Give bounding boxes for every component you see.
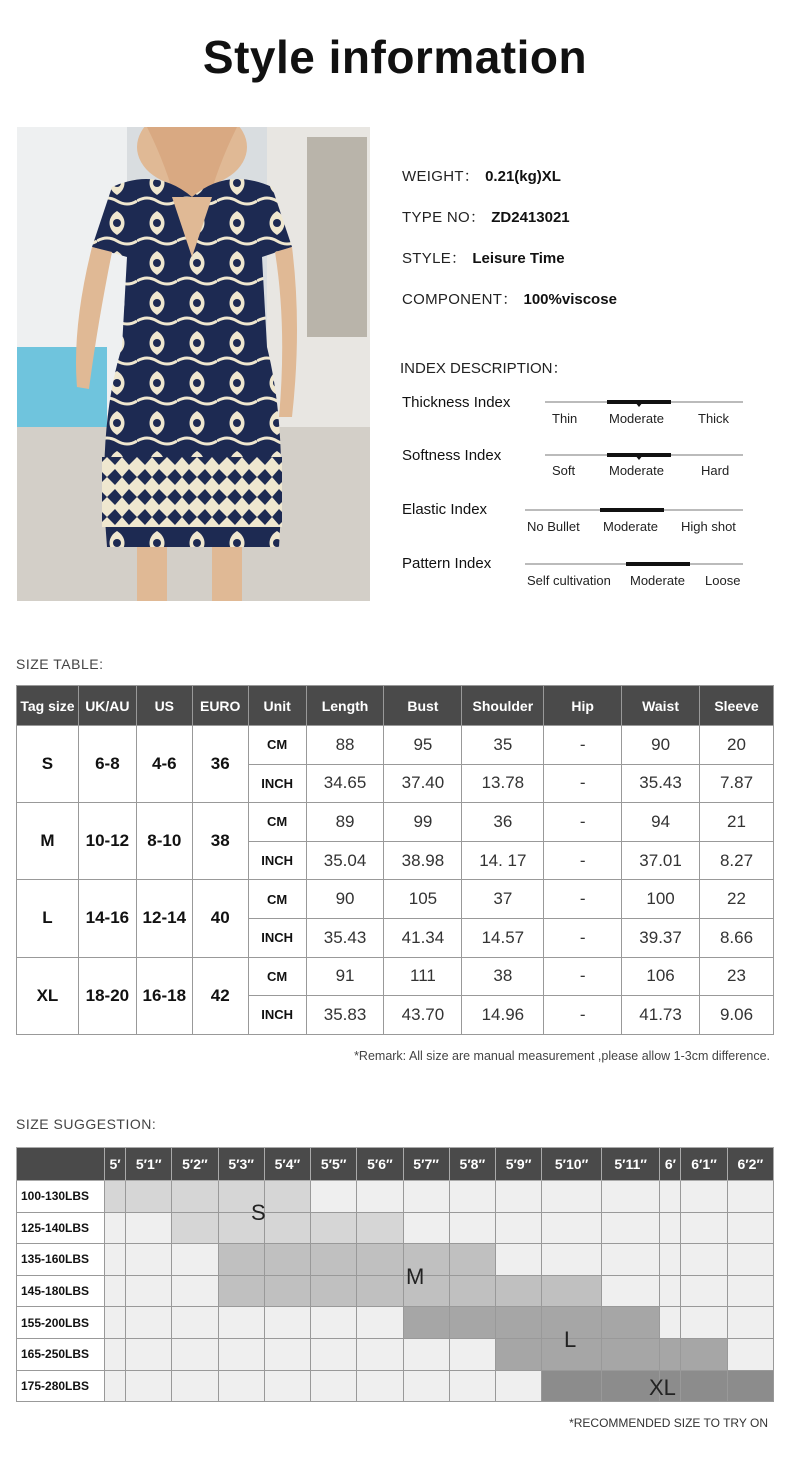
size-cell-hip: -: [544, 880, 622, 919]
suggestion-cell-empty: [105, 1244, 126, 1276]
size-table: [16, 685, 774, 1035]
suggestion-cell-empty: [357, 1338, 403, 1370]
suggestion-cell-empty: [357, 1370, 403, 1402]
weight-label: WEIGHT：: [402, 168, 480, 185]
suggestion-cell-s: [311, 1212, 357, 1244]
size-cell-sleeve: 7.87: [700, 764, 774, 803]
suggestion-cell-empty: [681, 1181, 727, 1213]
size-cell-us: 12-14: [136, 880, 192, 957]
size-cell-waist: 39.37: [622, 918, 700, 957]
height-header: 5′9″: [495, 1148, 541, 1181]
header-euro: EURO: [192, 686, 248, 726]
size-cell-length: 91: [306, 957, 384, 996]
suggestion-cell-empty: [126, 1275, 172, 1307]
height-header: 5′11″: [601, 1148, 659, 1181]
thickness-index-label: Thickness Index: [402, 394, 511, 411]
suggestion-cell-empty: [311, 1370, 357, 1402]
suggestion-cell-m: [311, 1244, 357, 1276]
suggestion-cell-l: [449, 1307, 495, 1339]
size-cell-us: 16-18: [136, 957, 192, 1034]
size-cell-bust: 111: [384, 957, 462, 996]
size-cell-waist: 100: [622, 880, 700, 919]
size-row-m-cm: [17, 803, 774, 842]
height-header: 6′2″: [727, 1148, 773, 1181]
size-cell-length: 90: [306, 880, 384, 919]
component-value: 100%viscose: [523, 291, 617, 308]
suggestion-cell-empty: [660, 1275, 681, 1307]
height-header: 6′1″: [681, 1148, 727, 1181]
size-cell-sleeve: 8.27: [700, 841, 774, 880]
suggestion-cell-xl: [681, 1370, 727, 1402]
suggestion-cell-empty: [403, 1181, 449, 1213]
size-cell-bust: 99: [384, 803, 462, 842]
suggestion-cell-empty: [727, 1307, 773, 1339]
suggestion-cell-empty: [601, 1244, 659, 1276]
size-cell-waist: 94: [622, 803, 700, 842]
thickness-scale: [545, 401, 743, 403]
size-cell-hip: -: [544, 957, 622, 996]
weight-row: [17, 1244, 774, 1276]
size-cell-euro: 40: [192, 880, 248, 957]
suggestion-cell-empty: [660, 1244, 681, 1276]
size-cell-sleeve: 21: [700, 803, 774, 842]
weight-row: [17, 1212, 774, 1244]
suggestion-cell-empty: [403, 1338, 449, 1370]
suggestion-cell-m: [449, 1244, 495, 1276]
zone-label-l: L: [564, 1327, 577, 1352]
suggestion-cell-empty: [172, 1370, 218, 1402]
size-cell-unit: CM: [248, 803, 306, 842]
weight-value: 0.21(kg)XL: [485, 168, 561, 185]
weight-label: 155-200LBS: [17, 1307, 105, 1339]
size-cell-sleeve: 8.66: [700, 918, 774, 957]
suggestion-cell-empty: [105, 1370, 126, 1402]
pattern-scale: [525, 563, 743, 565]
size-cell-shoulder: 14.57: [462, 918, 544, 957]
suggestion-cell-empty: [105, 1307, 126, 1339]
size-cell-unit: INCH: [248, 841, 306, 880]
height-header: 5′10″: [542, 1148, 602, 1181]
suggestion-cell-l: [403, 1307, 449, 1339]
suggestion-cell-m: [542, 1275, 602, 1307]
size-cell-sleeve: 20: [700, 726, 774, 765]
softness-scale: [545, 454, 743, 456]
suggestion-cell-empty: [126, 1212, 172, 1244]
size-cell-waist: 35.43: [622, 764, 700, 803]
suggestion-cell-empty: [601, 1212, 659, 1244]
weight-row: [17, 1307, 774, 1339]
size-cell-hip: -: [544, 841, 622, 880]
elastic-option-no-bullet: No Bullet: [527, 519, 580, 534]
suggestion-cell-empty: [542, 1244, 602, 1276]
suggestion-cell-empty: [403, 1370, 449, 1402]
size-cell-tag: S: [17, 726, 79, 803]
size-cell-euro: 36: [192, 726, 248, 803]
suggestion-cell-empty: [126, 1338, 172, 1370]
suggestion-cell-empty: [218, 1370, 264, 1402]
suggestion-cell-empty: [357, 1307, 403, 1339]
suggestion-cell-l: [601, 1307, 659, 1339]
suggestion-cell-empty: [311, 1181, 357, 1213]
zone-label-m: M: [406, 1264, 425, 1289]
style-row: [402, 247, 565, 268]
suggestion-cell-s: [172, 1181, 218, 1213]
header-us: US: [136, 686, 192, 726]
suggestion-cell-empty: [681, 1212, 727, 1244]
suggestion-cell-m: [495, 1275, 541, 1307]
suggestion-cell-empty: [172, 1244, 218, 1276]
size-cell-tag: M: [17, 803, 79, 880]
size-cell-euro: 42: [192, 957, 248, 1034]
size-cell-euro: 38: [192, 803, 248, 880]
suggestion-cell-empty: [495, 1244, 541, 1276]
suggestion-cell-empty: [403, 1212, 449, 1244]
suggestion-cell-empty: [105, 1212, 126, 1244]
size-cell-unit: INCH: [248, 996, 306, 1035]
suggestion-cell-empty: [495, 1181, 541, 1213]
header-length: Length: [306, 686, 384, 726]
thickness-option-thin: Thin: [552, 411, 578, 426]
elastic-option-high-shot: High shot: [681, 519, 736, 534]
weight-row: [17, 1181, 774, 1213]
suggestion-cell-empty: [264, 1370, 310, 1402]
suggestion-cell-m: [449, 1275, 495, 1307]
elastic-option-moderate: Moderate: [603, 519, 658, 534]
size-cell-shoulder: 36: [462, 803, 544, 842]
size-cell-hip: -: [544, 726, 622, 765]
suggestion-cell-empty: [311, 1338, 357, 1370]
size-cell-tag: XL: [17, 957, 79, 1034]
suggestion-cell-l: [495, 1338, 541, 1370]
size-cell-bust: 37.40: [384, 764, 462, 803]
elastic-scale: [525, 509, 743, 511]
softness-option-moderate: Moderate: [609, 463, 664, 478]
size-cell-shoulder: 38: [462, 957, 544, 996]
suggestion-cell-empty: [495, 1370, 541, 1402]
size-cell-hip: -: [544, 918, 622, 957]
height-header: 5′5″: [311, 1148, 357, 1181]
pattern-index-label: Pattern Index: [402, 555, 492, 572]
size-cell-bust: 43.70: [384, 996, 462, 1035]
suggestion-cell-empty: [449, 1212, 495, 1244]
elastic-index-label: Elastic Index: [402, 501, 488, 518]
pattern-selected-marker: [626, 562, 690, 566]
size-cell-waist: 41.73: [622, 996, 700, 1035]
size-cell-shoulder: 37: [462, 880, 544, 919]
pattern-option-loose: Loose: [705, 573, 741, 588]
size-cell-sleeve: 9.06: [700, 996, 774, 1035]
suggestion-cell-empty: [264, 1338, 310, 1370]
suggestion-cell-m: [357, 1244, 403, 1276]
recommendation-note: *RECOMMENDED SIZE TO TRY ON: [569, 1416, 768, 1430]
suggestion-cell-empty: [495, 1212, 541, 1244]
suggestion-cell-empty: [727, 1244, 773, 1276]
height-header: 5′6″: [357, 1148, 403, 1181]
size-cell-bust: 41.34: [384, 918, 462, 957]
size-cell-us: 4-6: [136, 726, 192, 803]
suggestion-cell-empty: [681, 1307, 727, 1339]
height-header: 5′7″: [403, 1148, 449, 1181]
size-suggestion-table: [16, 1147, 774, 1402]
suggestion-cell-empty: [172, 1275, 218, 1307]
header-hip: Hip: [544, 686, 622, 726]
suggestion-cell-empty: [449, 1338, 495, 1370]
size-cell-unit: CM: [248, 957, 306, 996]
suggestion-cell-empty: [126, 1370, 172, 1402]
type-label: TYPE NO：: [402, 209, 486, 226]
suggestion-cell-s: [172, 1212, 218, 1244]
size-cell-unit: CM: [248, 726, 306, 765]
size-cell-waist: 106: [622, 957, 700, 996]
type-value: ZD2413021: [491, 209, 570, 226]
size-cell-uk: 10-12: [78, 803, 136, 880]
suggestion-cell-empty: [126, 1307, 172, 1339]
height-header: 5′8″: [449, 1148, 495, 1181]
pattern-option-moderate: Moderate: [630, 573, 685, 588]
size-cell-unit: INCH: [248, 764, 306, 803]
size-cell-shoulder: 35: [462, 726, 544, 765]
suggestion-cell-empty: [105, 1275, 126, 1307]
weight-row: [402, 165, 561, 186]
size-table-header: [17, 686, 774, 726]
suggestion-cell-empty: [449, 1181, 495, 1213]
weight-label: 135-160LBS: [17, 1244, 105, 1276]
suggestion-cell-empty: [601, 1181, 659, 1213]
size-cell-bust: 95: [384, 726, 462, 765]
style-value: Leisure Time: [472, 250, 565, 267]
size-cell-length: 88: [306, 726, 384, 765]
pattern-option-self-cultivation: Self cultivation: [527, 573, 611, 588]
size-cell-shoulder: 14. 17: [462, 841, 544, 880]
suggestion-cell-l: [601, 1338, 659, 1370]
suggestion-cell-empty: [218, 1307, 264, 1339]
size-cell-length: 35.04: [306, 841, 384, 880]
suggestion-cell-s: [105, 1181, 126, 1213]
suggestion-cell-empty: [172, 1338, 218, 1370]
suggestion-cell-empty: [357, 1181, 403, 1213]
suggestion-cell-xl: [542, 1370, 602, 1402]
suggestion-cell-m: [218, 1275, 264, 1307]
size-cell-length: 35.83: [306, 996, 384, 1035]
suggestion-cell-s: [126, 1181, 172, 1213]
suggestion-cell-empty: [601, 1275, 659, 1307]
suggestion-cell-empty: [727, 1212, 773, 1244]
size-cell-unit: CM: [248, 880, 306, 919]
suggestion-cell-m: [311, 1275, 357, 1307]
size-cell-bust: 105: [384, 880, 462, 919]
size-cell-uk: 18-20: [78, 957, 136, 1034]
height-header: 6′: [660, 1148, 681, 1181]
softness-index-label: Softness Index: [402, 447, 502, 464]
suggestion-cell-empty: [681, 1244, 727, 1276]
size-cell-us: 8-10: [136, 803, 192, 880]
thickness-option-moderate: Moderate: [609, 411, 664, 426]
size-cell-shoulder: 13.78: [462, 764, 544, 803]
zone-label-s: S: [251, 1200, 266, 1225]
size-cell-hip: -: [544, 764, 622, 803]
elastic-selected-marker: [600, 508, 664, 512]
header-waist: Waist: [622, 686, 700, 726]
header-uk-au: UK/AU: [78, 686, 136, 726]
suggestion-cell-empty: [126, 1244, 172, 1276]
softness-option-hard: Hard: [701, 463, 730, 478]
header-sleeve: Sleeve: [700, 686, 774, 726]
suggestion-cell-m: [264, 1244, 310, 1276]
suggestion-cell-empty: [727, 1181, 773, 1213]
component-row: [402, 288, 617, 309]
size-cell-length: 34.65: [306, 764, 384, 803]
suggestion-cell-empty: [660, 1307, 681, 1339]
weight-row: [17, 1275, 774, 1307]
size-cell-bust: 38.98: [384, 841, 462, 880]
size-cell-hip: -: [544, 803, 622, 842]
header-shoulder: Shoulder: [462, 686, 544, 726]
suggestion-cell-empty: [681, 1275, 727, 1307]
softness-pointer-icon: [635, 455, 643, 460]
header-tag-size: Tag size: [17, 686, 79, 726]
component-label: COMPONENT：: [402, 291, 518, 308]
suggestion-cell-empty: [172, 1307, 218, 1339]
index-description-heading: INDEX DESCRIPTION：: [400, 360, 568, 377]
softness-option-soft: Soft: [552, 463, 576, 478]
suggestion-cell-empty: [727, 1275, 773, 1307]
type-row: [402, 206, 570, 227]
suggestion-cell-l: [681, 1338, 727, 1370]
suggestion-cell-m: [264, 1275, 310, 1307]
size-row-xl-cm: [17, 957, 774, 996]
header-unit: Unit: [248, 686, 306, 726]
height-header: 5′1″: [126, 1148, 172, 1181]
size-cell-waist: 90: [622, 726, 700, 765]
size-cell-length: 35.43: [306, 918, 384, 957]
size-suggestion-label: SIZE SUGGESTION:: [16, 1116, 157, 1132]
size-cell-unit: INCH: [248, 918, 306, 957]
suggestion-cell-l: [495, 1307, 541, 1339]
zone-label-xl: XL: [649, 1375, 676, 1400]
height-header: 5′3″: [218, 1148, 264, 1181]
size-cell-sleeve: 23: [700, 957, 774, 996]
size-cell-hip: -: [544, 996, 622, 1035]
height-header: 5′: [105, 1148, 126, 1181]
suggestion-corner-cell: [17, 1148, 105, 1181]
weight-label: 175-280LBS: [17, 1370, 105, 1402]
suggestion-cell-empty: [311, 1307, 357, 1339]
suggestion-cell-empty: [264, 1307, 310, 1339]
suggestion-cell-empty: [542, 1212, 602, 1244]
size-table-label: SIZE TABLE:: [16, 656, 104, 672]
suggestion-cell-m: [218, 1244, 264, 1276]
suggestion-cell-m: [357, 1275, 403, 1307]
size-row-s-cm: [17, 726, 774, 765]
weight-label: 100-130LBS: [17, 1181, 105, 1213]
size-cell-shoulder: 14.96: [462, 996, 544, 1035]
height-header: 5′2″: [172, 1148, 218, 1181]
thickness-pointer-icon: [635, 402, 643, 407]
suggestion-cell-empty: [660, 1181, 681, 1213]
size-cell-uk: 6-8: [78, 726, 136, 803]
height-header-row: [17, 1148, 774, 1181]
weight-label: 125-140LBS: [17, 1212, 105, 1244]
thickness-option-thick: Thick: [698, 411, 730, 426]
suggestion-cell-empty: [449, 1370, 495, 1402]
suggestion-cell-s: [357, 1212, 403, 1244]
suggestion-cell-xl: [727, 1370, 773, 1402]
size-cell-sleeve: 22: [700, 880, 774, 919]
suggestion-cell-s: [264, 1181, 310, 1213]
suggestion-cell-empty: [660, 1212, 681, 1244]
suggestion-cell-empty: [542, 1181, 602, 1213]
product-photo: [17, 127, 370, 601]
suggestion-cell-s: [264, 1212, 310, 1244]
size-cell-uk: 14-16: [78, 880, 136, 957]
suggestion-cell-empty: [105, 1338, 126, 1370]
suggestion-cell-empty: [218, 1338, 264, 1370]
style-label: STYLE：: [402, 250, 467, 267]
suggestion-cell-l: [660, 1338, 681, 1370]
size-cell-waist: 37.01: [622, 841, 700, 880]
height-header: 5′4″: [264, 1148, 310, 1181]
weight-label: 145-180LBS: [17, 1275, 105, 1307]
size-cell-tag: L: [17, 880, 79, 957]
weight-row: [17, 1338, 774, 1370]
header-bust: Bust: [384, 686, 462, 726]
size-cell-length: 89: [306, 803, 384, 842]
page-title: Style information: [202, 31, 588, 83]
suggestion-cell-empty: [727, 1338, 773, 1370]
size-remark: *Remark: All size are manual measurement ,please allow 1-3cm difference.: [354, 1049, 770, 1063]
weight-label: 165-250LBS: [17, 1338, 105, 1370]
size-row-l-cm: [17, 880, 774, 919]
